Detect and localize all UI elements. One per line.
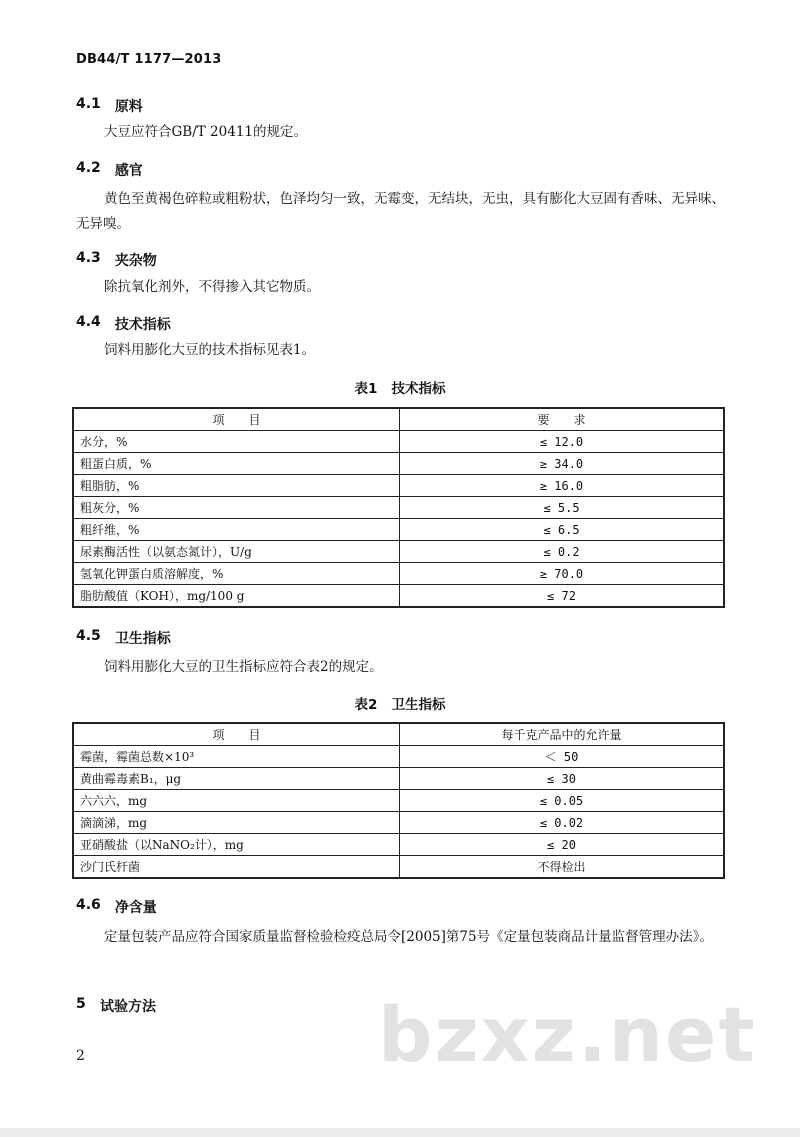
row-item: 沙门氏杆菌 — [73, 856, 400, 879]
section-number: 5 — [76, 996, 86, 1012]
row-item: 粗脂肪，% — [73, 475, 400, 497]
section-heading-4-5 — [76, 628, 171, 648]
table-header-row — [73, 723, 724, 746]
page-bottom-edge — [0, 1128, 800, 1137]
section-title: 净含量 — [114, 900, 157, 916]
row-value: ≤ 6.5 — [400, 519, 725, 541]
section-title: 原料 — [114, 99, 143, 115]
section-text-4-5: 饲料用膨化大豆的卫生指标应符合表2的规定。 — [104, 659, 383, 675]
row-value: ≥ 16.0 — [400, 475, 725, 497]
section-heading-4-4 — [76, 314, 171, 334]
table1-caption-number: 表1 — [354, 381, 378, 397]
column-header-item: 项 目 — [73, 408, 400, 431]
row-value: ≤ 12.0 — [400, 431, 725, 453]
table1-caption — [0, 377, 800, 397]
section-number: 4.1 — [76, 96, 101, 112]
section-number: 4.3 — [76, 250, 101, 266]
section-text-4-3: 除抗氧化剂外，不得掺入其它物质。 — [104, 279, 320, 295]
column-header-item: 项 目 — [73, 723, 400, 746]
row-value: ≥ 34.0 — [400, 453, 725, 475]
table-row — [73, 563, 724, 585]
section-heading-4-6 — [76, 897, 157, 917]
section-text-4-4: 饲料用膨化大豆的技术指标见表1。 — [104, 342, 316, 358]
table-header-row — [73, 408, 724, 431]
row-item: 水分，% — [73, 431, 400, 453]
table-row — [73, 812, 724, 834]
page-number: 2 — [76, 1048, 85, 1064]
section-title: 技术指标 — [114, 317, 171, 333]
table2-caption-title: 卫生指标 — [391, 697, 446, 713]
row-item: 尿素酶活性（以氨态氮计），U/g — [73, 541, 400, 563]
section-number: 4.2 — [76, 160, 101, 176]
section-heading-4-3 — [76, 250, 157, 270]
row-item: 霉菌，霉菌总数×10³ — [73, 746, 400, 768]
table-row — [73, 790, 724, 812]
column-header-allowance: 每千克产品中的允许量 — [400, 723, 725, 746]
section-heading-5 — [76, 996, 156, 1016]
row-value: ＜ 50 — [400, 746, 725, 768]
row-value: ≤ 0.2 — [400, 541, 725, 563]
document-code: DB44/T 1177—2013 — [76, 52, 222, 67]
technical-indicators-table — [72, 407, 725, 608]
section-number: 4.5 — [76, 628, 101, 644]
row-value: ≤ 30 — [400, 768, 725, 790]
row-item: 粗纤维，% — [73, 519, 400, 541]
table-row — [73, 519, 724, 541]
table-row — [73, 768, 724, 790]
column-header-requirement: 要 求 — [400, 408, 725, 431]
table-row — [73, 431, 724, 453]
row-item: 氢氧化钾蛋白质溶解度，% — [73, 563, 400, 585]
table-row — [73, 453, 724, 475]
section-title: 试验方法 — [100, 999, 156, 1015]
watermark: bzxz.net — [378, 990, 757, 1079]
row-value: ≤ 72 — [400, 585, 725, 608]
table1-caption-title: 技术指标 — [391, 381, 446, 397]
row-item: 六六六，mg — [73, 790, 400, 812]
row-value: ≥ 70.0 — [400, 563, 725, 585]
row-value: 不得检出 — [400, 856, 725, 879]
section-title: 卫生指标 — [114, 631, 171, 647]
section-text-4-2: 黄色至黄褐色碎粒或粗粉状，色泽均匀一致，无霉变，无结块，无虫，具有膨化大豆固有香味、无异味、无异嗅。 — [76, 191, 725, 232]
section-heading-4-2 — [76, 160, 143, 180]
section-text-4-6: 定量包装产品应符合国家质量监督检验检疫总局令[2005]第75号《定量包装商品计量监督管理办法》。 — [104, 929, 713, 945]
table-row — [73, 497, 724, 519]
section-title: 夹杂物 — [114, 253, 157, 269]
table-row — [73, 541, 724, 563]
row-value: ≤ 5.5 — [400, 497, 725, 519]
section-heading-4-1 — [76, 96, 143, 116]
table-row — [73, 856, 724, 879]
row-item: 滴滴涕，mg — [73, 812, 400, 834]
row-value: ≤ 20 — [400, 834, 725, 856]
table-row — [73, 746, 724, 768]
row-value: ≤ 0.05 — [400, 790, 725, 812]
row-item: 亚硝酸盐（以NaNO₂计），mg — [73, 834, 400, 856]
row-item: 粗灰分，% — [73, 497, 400, 519]
row-item: 粗蛋白质，% — [73, 453, 400, 475]
section-number: 4.6 — [76, 897, 101, 913]
table2-caption-number: 表2 — [354, 697, 378, 713]
row-value: ≤ 0.02 — [400, 812, 725, 834]
row-item: 脂肪酸值（KOH），mg/100 g — [73, 585, 400, 608]
section-title: 感官 — [114, 163, 143, 179]
section-number: 4.4 — [76, 314, 101, 330]
table-row — [73, 834, 724, 856]
table2-caption — [0, 693, 800, 713]
row-item: 黄曲霉毒素B₁，μg — [73, 768, 400, 790]
hygiene-indicators-table — [72, 722, 725, 879]
table-row — [73, 585, 724, 608]
section-text-4-1: 大豆应符合GB/T 20411的规定。 — [104, 124, 307, 140]
table-row — [73, 475, 724, 497]
